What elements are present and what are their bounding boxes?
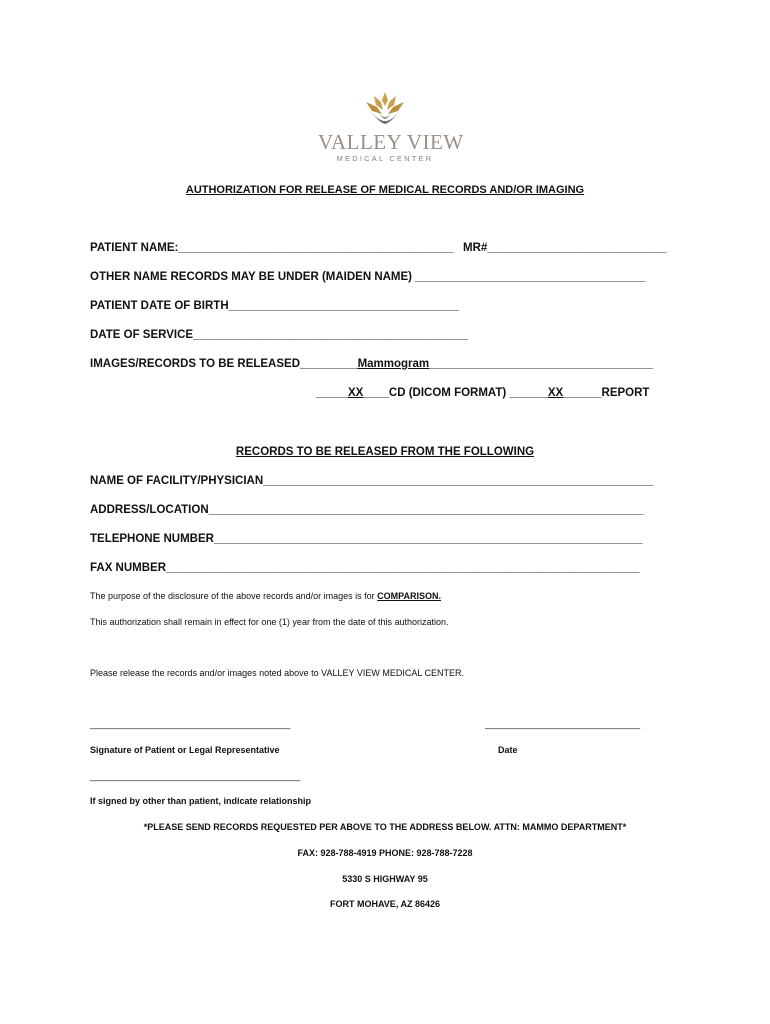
cd-label: ____CD (DICOM FORMAT) ______ xyxy=(363,387,548,399)
fax-number-field[interactable]: FAX NUMBER__________________________________________________________________________ xyxy=(90,562,640,574)
date-label: Date xyxy=(498,745,518,755)
fax-phone-line: FAX: 928-788-4919 PHONE: 928-788-7228 xyxy=(297,848,473,858)
logo-subtitle: MEDICAL CENTER xyxy=(336,154,434,163)
purpose-statement xyxy=(90,591,441,601)
telephone-number-field[interactable]: TELEPHONE NUMBER___________________________________________________________________ xyxy=(90,533,643,545)
purpose-text: The purpose of the disclosure of the above records and/or images is for xyxy=(90,591,378,601)
date-of-service-field[interactable]: DATE OF SERVICE___________________________________________ xyxy=(90,329,469,341)
release-to-statement: Please release the records and/or images noted above to VALLEY VIEW MEDICAL CENTER. xyxy=(90,668,465,678)
relationship-line[interactable]: __________________________________________ xyxy=(90,771,301,781)
date-line[interactable]: _______________________________ xyxy=(485,719,641,729)
city-state-zip: FORT MOHAVE, AZ 86426 xyxy=(329,899,441,909)
form-title: AUTHORIZATION FOR RELEASE OF MEDICAL RECORDS AND/OR IMAGING xyxy=(185,184,585,196)
images-records-label: IMAGES/RECORDS TO BE RELEASED xyxy=(90,358,301,370)
images-value: Mammogram xyxy=(357,358,430,370)
release-from-heading: RECORDS TO BE RELEASED FROM THE FOLLOWING xyxy=(235,446,535,458)
street-address: 5330 S HIGHWAY 95 xyxy=(342,874,428,884)
patient-name-field[interactable]: PATIENT NAME:___________________________________________ xyxy=(90,242,454,254)
images-post-line: ___________________________________ xyxy=(429,358,654,370)
purpose-value: COMPARISON. xyxy=(377,591,441,601)
valley-view-logo xyxy=(318,92,464,170)
address-location-field[interactable]: ADDRESS/LOCATION____________________________________________________________________ xyxy=(90,504,644,516)
mr-number-field[interactable]: MR#____________________________ xyxy=(463,242,667,254)
logo-name: VALLEY VIEW xyxy=(318,130,464,154)
relationship-label: If signed by other than patient, indicate relationship xyxy=(90,796,312,806)
duration-statement: This authorization shall remain in effect for one (1) year from the date of this authorization. xyxy=(90,617,449,627)
format-options-field[interactable] xyxy=(316,387,649,399)
images-pre-line: _________ xyxy=(300,358,358,370)
cd-value: XX xyxy=(347,387,364,399)
report-label: ______REPORT xyxy=(563,387,650,399)
leaf-emblem-icon xyxy=(364,92,406,126)
facility-physician-field[interactable]: NAME OF FACILITY/PHYSICIAN_____________________________________________________________ xyxy=(90,475,654,487)
cd-pre-line: _____ xyxy=(316,387,348,399)
send-records-note: *PLEASE SEND RECORDS REQUESTED PER ABOVE TO THE ADDRESS BELOW. ATTN: MAMMO DEPARTMENT* xyxy=(143,822,627,832)
signature-label: Signature of Patient or Legal Representative xyxy=(90,745,280,755)
other-name-field[interactable]: OTHER NAME RECORDS MAY BE UNDER (MAIDEN NAME) ____________________________________ xyxy=(90,271,646,283)
signature-line[interactable]: ________________________________________ xyxy=(90,719,291,729)
images-records-field[interactable] xyxy=(90,358,653,370)
report-value: XX xyxy=(547,387,564,399)
date-of-birth-field[interactable]: PATIENT DATE OF BIRTH____________________________________ xyxy=(90,300,459,312)
